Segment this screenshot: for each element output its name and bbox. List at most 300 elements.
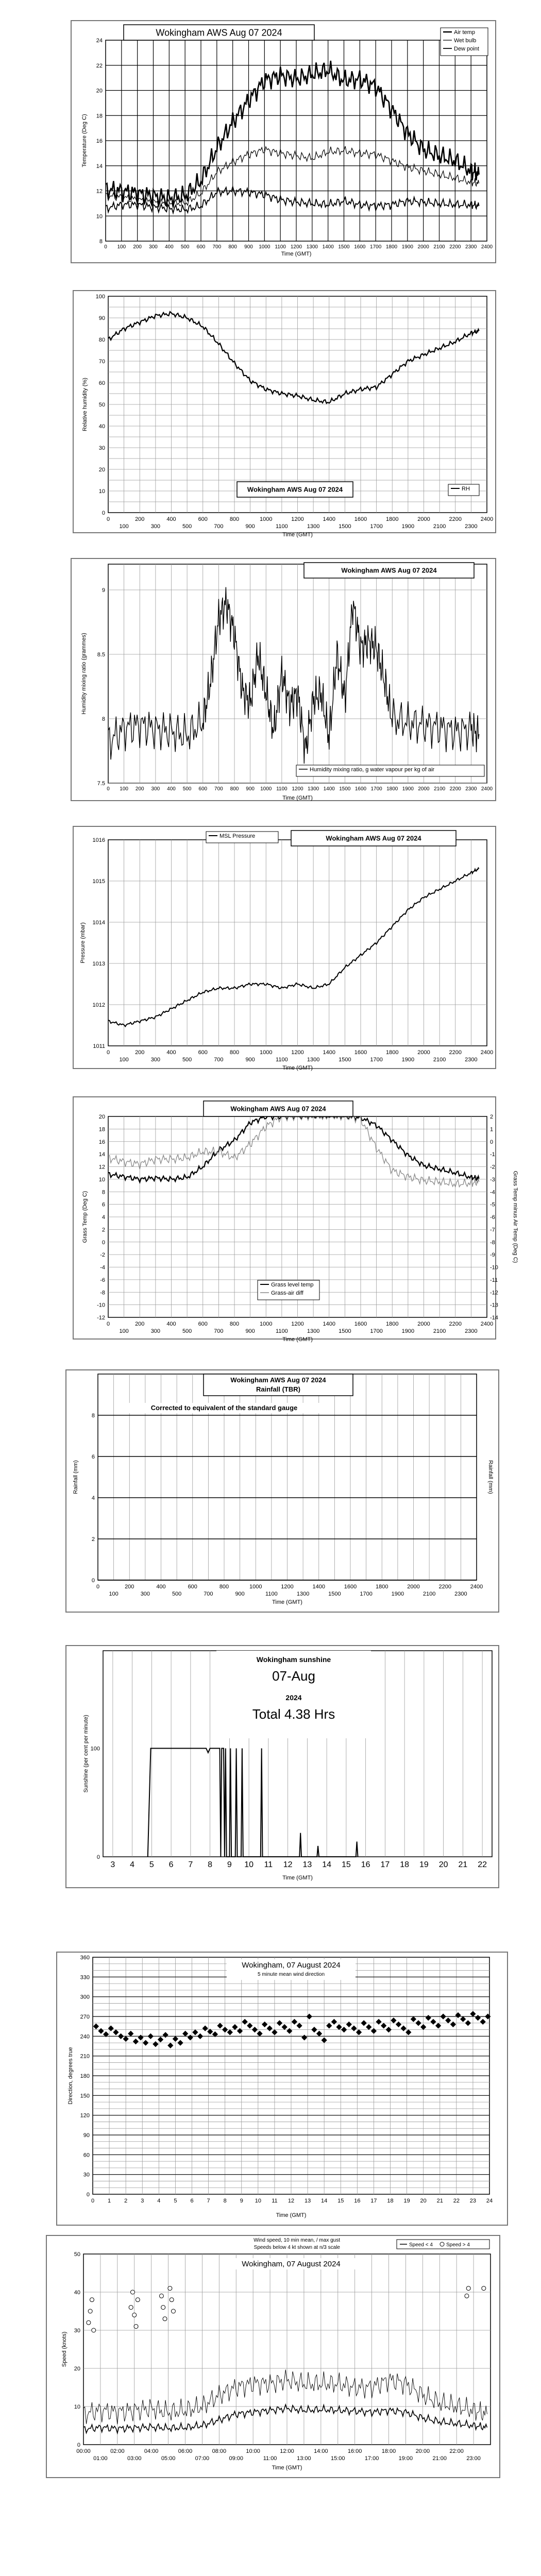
x-tick-label: 2100 bbox=[433, 244, 445, 250]
y-tick-label: 1016 bbox=[92, 837, 105, 843]
sunshine-panel bbox=[0, 1643, 541, 1901]
x-tick-label: 6 bbox=[168, 1860, 174, 1869]
x-tick-label: 1200 bbox=[291, 1049, 304, 1056]
x-tick-label: 2400 bbox=[480, 1049, 494, 1056]
legend-label: Air temp bbox=[454, 29, 475, 36]
y-tick-label-right: -5 bbox=[490, 1201, 495, 1208]
x-tick-label: 13 bbox=[304, 2198, 311, 2204]
y-tick-label: -2 bbox=[100, 1252, 105, 1259]
x-axis-label: Time (GMT) bbox=[282, 1065, 313, 1071]
y-tick-label: 0 bbox=[91, 1578, 95, 1584]
y-tick-label: 9 bbox=[102, 587, 105, 594]
x-tick-label: 1800 bbox=[386, 516, 399, 522]
x-tick-label: 1200 bbox=[291, 516, 304, 522]
x-tick-label: 1000 bbox=[260, 786, 272, 792]
x-tick-label: 800 bbox=[230, 786, 239, 792]
y-tick-label: 0 bbox=[96, 1854, 100, 1860]
x-tick-label-minor: 1900 bbox=[401, 1057, 415, 1063]
y-tick-label: 90 bbox=[83, 2132, 90, 2139]
x-axis-label: Time (GMT) bbox=[282, 532, 313, 538]
x-axis-label: Time (GMT) bbox=[272, 1599, 302, 1605]
grass-temp-panel bbox=[0, 1095, 541, 1352]
x-tick-label-minor: 700 bbox=[214, 523, 224, 530]
x-tick-label-minor: 1900 bbox=[391, 1591, 404, 1597]
x-tick-label: 2000 bbox=[417, 244, 429, 250]
y-tick-label: 22 bbox=[96, 62, 103, 69]
chart-note-2: Speeds below 4 kt shown at n/3 scale bbox=[253, 2245, 340, 2250]
x-tick-label: 2100 bbox=[434, 786, 446, 792]
x-tick-label-minor: 1300 bbox=[307, 1057, 320, 1063]
chart-title: Wokingham AWS Aug 07 2024 bbox=[326, 834, 421, 842]
y-tick-label-right: -6 bbox=[490, 1214, 495, 1221]
x-tick-label: 12:00 bbox=[280, 2448, 294, 2454]
y-tick-label: 30 bbox=[83, 2172, 90, 2178]
y-tick-label-right: -10 bbox=[490, 1264, 498, 1271]
x-tick-label: 400 bbox=[166, 1321, 176, 1327]
x-tick-label: 2 bbox=[124, 2198, 128, 2204]
x-tick-label: 0 bbox=[96, 1584, 100, 1590]
x-tick-label-minor: 2300 bbox=[454, 1591, 467, 1597]
legend-label: Dew point bbox=[454, 46, 479, 52]
chart-title: Wokingham, 07 August 2024 bbox=[242, 1961, 341, 1970]
y-tick-label: 14 bbox=[98, 1151, 105, 1158]
x-tick-label: 600 bbox=[198, 1049, 208, 1056]
x-tick-label: 1600 bbox=[354, 244, 366, 250]
chart-title: Wokingham AWS Aug 07 2024 bbox=[230, 1105, 326, 1113]
y-tick-label: 180 bbox=[80, 2073, 90, 2079]
y-tick-label: 8 bbox=[99, 239, 103, 245]
y-tick-label-right: -4 bbox=[490, 1189, 495, 1196]
x-tick-label: 1200 bbox=[291, 1321, 304, 1327]
x-tick-label: 300 bbox=[149, 244, 158, 250]
x-tick-label: 13 bbox=[302, 1860, 312, 1869]
pressure-panel bbox=[0, 824, 541, 1082]
x-tick-label: 04:00 bbox=[144, 2448, 159, 2454]
x-tick-label: 0 bbox=[106, 516, 110, 522]
gust-point bbox=[129, 2306, 133, 2310]
x-tick-label: 3 bbox=[110, 1860, 115, 1869]
x-tick-label-minor: 700 bbox=[214, 1328, 224, 1334]
x-tick-label: 1700 bbox=[370, 786, 382, 792]
x-tick-label: 21 bbox=[436, 2198, 443, 2204]
gust-point bbox=[88, 2309, 92, 2313]
y-tick-label: 10 bbox=[98, 1176, 105, 1183]
x-tick-label-minor: 07:00 bbox=[195, 2455, 210, 2462]
x-tick-label: 1600 bbox=[354, 1321, 367, 1327]
sunshine-chart bbox=[0, 1643, 541, 1901]
y-tick-label: 8 bbox=[91, 1413, 95, 1419]
x-tick-label: 1000 bbox=[260, 516, 273, 522]
y-axis-label: Sunshine (per cent per minute) bbox=[83, 1715, 89, 1793]
x-tick-label: 2000 bbox=[417, 1321, 430, 1327]
y-tick-label: 1011 bbox=[93, 1043, 105, 1049]
x-tick-label: 14:00 bbox=[314, 2448, 328, 2454]
x-tick-label-minor: 500 bbox=[182, 1328, 192, 1334]
rainfall-chart bbox=[0, 1368, 541, 1625]
x-tick-label: 2000 bbox=[417, 516, 430, 522]
x-axis-label: Time (GMT) bbox=[282, 1336, 313, 1343]
x-tick-label-minor: 900 bbox=[245, 1057, 255, 1063]
x-tick-label: 18 bbox=[400, 1860, 410, 1869]
x-tick-label: 700 bbox=[212, 244, 222, 250]
x-tick-label: 2000 bbox=[407, 1584, 420, 1590]
x-tick-label: 8 bbox=[208, 1860, 213, 1869]
x-tick-label: 7 bbox=[207, 2198, 210, 2204]
x-tick-label: 22 bbox=[453, 2198, 460, 2204]
x-tick-label: 600 bbox=[196, 244, 206, 250]
x-tick-label-minor: 1700 bbox=[370, 1057, 383, 1063]
x-tick-label: 1200 bbox=[281, 1584, 294, 1590]
y-tick-label: 40 bbox=[98, 423, 105, 430]
y-tick-label: 60 bbox=[83, 2152, 90, 2159]
y-tick-label: 30 bbox=[98, 445, 105, 451]
x-tick-label-minor: 2300 bbox=[465, 523, 478, 530]
x-tick-label-minor: 700 bbox=[204, 1591, 213, 1597]
x-tick-label: 19 bbox=[403, 2198, 410, 2204]
x-tick-label: 800 bbox=[229, 1049, 240, 1056]
x-tick-label-minor: 700 bbox=[214, 1057, 224, 1063]
x-tick-label-minor: 1100 bbox=[265, 1591, 278, 1597]
x-tick-label: 16:00 bbox=[347, 2448, 362, 2454]
y-tick-label: 270 bbox=[80, 2014, 90, 2020]
gust-point bbox=[159, 2294, 163, 2298]
x-tick-label: 900 bbox=[244, 244, 253, 250]
x-tick-label-minor: 900 bbox=[245, 523, 255, 530]
y-tick-label: 12 bbox=[98, 1164, 105, 1171]
x-tick-label: 3 bbox=[141, 2198, 144, 2204]
x-tick-label-minor: 2100 bbox=[422, 1591, 436, 1597]
x-tick-label: 11 bbox=[272, 2198, 278, 2204]
x-tick-label: 0 bbox=[106, 1049, 110, 1056]
y-tick-label: 100 bbox=[95, 294, 105, 300]
mixing-ratio-chart bbox=[0, 556, 541, 814]
x-tick-label: 16 bbox=[361, 1860, 370, 1869]
x-tick-label: 1000 bbox=[259, 244, 270, 250]
y-tick-label: 12 bbox=[96, 188, 103, 195]
wind-direction-chart bbox=[0, 1950, 541, 2239]
y-tick-label: 8.5 bbox=[97, 652, 105, 658]
x-tick-label-minor: 500 bbox=[182, 523, 192, 530]
x-tick-label: 1200 bbox=[292, 786, 303, 792]
y-tick-label: 330 bbox=[80, 1974, 90, 1981]
chart-annotation: Corrected to equivalent of the standard gauge bbox=[150, 1404, 298, 1412]
x-tick-label: 2200 bbox=[449, 786, 461, 792]
y-tick-label: 7.5 bbox=[97, 781, 105, 787]
x-tick-label: 8 bbox=[223, 2198, 227, 2204]
x-tick-label: 200 bbox=[133, 244, 142, 250]
x-tick-label-minor: 1700 bbox=[370, 1328, 383, 1334]
x-tick-label: 5 bbox=[174, 2198, 177, 2204]
x-tick-label: 4 bbox=[157, 2198, 161, 2204]
x-tick-label: 5 bbox=[149, 1860, 154, 1869]
x-tick-label-minor: 1300 bbox=[307, 523, 320, 530]
y-tick-label: 0 bbox=[102, 1239, 105, 1246]
gust-point bbox=[170, 2298, 174, 2302]
y-tick-label: -8 bbox=[100, 1290, 105, 1296]
gust-point bbox=[92, 2328, 96, 2332]
x-tick-label: 1800 bbox=[386, 786, 398, 792]
x-tick-label-minor: 03:00 bbox=[127, 2455, 142, 2462]
x-tick-label-minor: 900 bbox=[235, 1591, 245, 1597]
x-tick-label: 14 bbox=[321, 2198, 328, 2204]
chart-subtitle: Rainfall (TBR) bbox=[256, 1385, 300, 1393]
chart-note-1: Wind speed, 10 min mean, / max gust bbox=[253, 2238, 340, 2243]
x-tick-label: 1600 bbox=[344, 1584, 357, 1590]
x-tick-label: 2300 bbox=[465, 786, 477, 792]
x-tick-label: 23 bbox=[469, 2198, 477, 2204]
x-tick-label: 16 bbox=[354, 2198, 361, 2204]
x-tick-label: 400 bbox=[166, 516, 176, 522]
chart-subtitle: 5 minute mean wind direction bbox=[257, 1972, 325, 1977]
x-tick-label: 500 bbox=[182, 786, 192, 792]
x-tick-label: 2400 bbox=[480, 516, 494, 522]
y-tick-label: 1013 bbox=[92, 961, 105, 967]
x-tick-label: 1600 bbox=[354, 516, 367, 522]
x-tick-label: 500 bbox=[180, 244, 190, 250]
legend-label: RH bbox=[462, 486, 470, 492]
y-tick-label: 6 bbox=[102, 1201, 105, 1208]
x-axis-label: Time (GMT) bbox=[282, 795, 313, 801]
x-tick-label: 22:00 bbox=[449, 2448, 464, 2454]
y-tick-label: 10 bbox=[96, 213, 103, 220]
x-tick-label: 600 bbox=[188, 1584, 197, 1590]
chart-title: Wokingham sunshine bbox=[256, 1655, 331, 1664]
x-tick-label: 1900 bbox=[401, 244, 413, 250]
y-tick-label: 20 bbox=[74, 2366, 80, 2372]
x-tick-label-minor: 100 bbox=[109, 1591, 119, 1597]
wind-speed-chart bbox=[0, 2233, 541, 2491]
x-tick-label-minor: 500 bbox=[182, 1057, 192, 1063]
x-tick-label: 2000 bbox=[418, 786, 430, 792]
x-tick-label: 200 bbox=[125, 1584, 134, 1590]
x-tick-label: 14 bbox=[322, 1860, 332, 1869]
x-tick-label: 1300 bbox=[308, 786, 319, 792]
temperature-panel bbox=[0, 19, 541, 276]
x-tick-label: 600 bbox=[198, 1321, 208, 1327]
x-tick-label: 1800 bbox=[386, 1321, 399, 1327]
x-tick-label: 2200 bbox=[449, 516, 462, 522]
x-tick-label: 1400 bbox=[312, 1584, 325, 1590]
x-tick-label: 600 bbox=[198, 786, 208, 792]
x-tick-label: 10:00 bbox=[246, 2448, 260, 2454]
x-tick-label-minor: 15:00 bbox=[330, 2455, 345, 2462]
legend-label: Speed < 4 bbox=[409, 2242, 433, 2248]
x-tick-label: 1300 bbox=[306, 244, 318, 250]
y-tick-label: 2 bbox=[102, 1227, 105, 1233]
x-tick-label-minor: 11:00 bbox=[263, 2455, 277, 2462]
y-tick-label: 24 bbox=[96, 38, 103, 44]
y-tick-label: -6 bbox=[100, 1277, 105, 1283]
x-tick-label-minor: 05:00 bbox=[161, 2455, 176, 2462]
temperature-chart bbox=[0, 19, 541, 276]
gust-point bbox=[465, 2294, 469, 2298]
x-tick-label-minor: 1700 bbox=[360, 1591, 373, 1597]
x-tick-label: 9 bbox=[227, 1860, 232, 1869]
x-tick-label: 400 bbox=[164, 244, 174, 250]
x-tick-label-minor: 100 bbox=[119, 1328, 129, 1334]
x-tick-label-minor: 1500 bbox=[328, 1591, 341, 1597]
y-tick-label: 150 bbox=[80, 2093, 90, 2099]
x-tick-label-minor: 1100 bbox=[276, 1057, 288, 1063]
x-tick-label: 24 bbox=[486, 2198, 493, 2204]
y-tick-label: 8 bbox=[102, 716, 105, 722]
y-tick-label: 360 bbox=[80, 1955, 90, 1961]
x-tick-label: 200 bbox=[135, 516, 145, 522]
x-tick-label: 200 bbox=[135, 1049, 145, 1056]
x-tick-label-minor: 1300 bbox=[296, 1591, 310, 1597]
chart-date: 07-Aug bbox=[272, 1668, 315, 1684]
x-tick-label-minor: 1300 bbox=[307, 1328, 320, 1334]
x-tick-label: 2400 bbox=[470, 1584, 483, 1590]
x-tick-label: 15 bbox=[341, 1860, 351, 1869]
legend-swatch bbox=[440, 2242, 444, 2246]
x-axis-label: Time (GMT) bbox=[281, 251, 312, 257]
x-tick-label: 2200 bbox=[449, 1049, 462, 1056]
x-tick-label: 10 bbox=[255, 2198, 261, 2204]
legend-label: Grass-air diff bbox=[271, 1290, 303, 1296]
y-tick-label: 40 bbox=[74, 2290, 80, 2296]
y-tick-label: 1014 bbox=[92, 920, 105, 926]
x-tick-label: 06:00 bbox=[178, 2448, 193, 2454]
x-tick-label-minor: 300 bbox=[150, 1328, 161, 1334]
x-tick-label-minor: 17:00 bbox=[364, 2455, 379, 2462]
y-axis-label-right: Rainfall (mm) bbox=[487, 1460, 494, 1494]
chart-title: Wokingham AWS Aug 07 2024 bbox=[247, 485, 343, 494]
x-tick-label: 400 bbox=[156, 1584, 166, 1590]
y-axis-label: Direction, degrees true bbox=[67, 2047, 74, 2105]
x-tick-label: 800 bbox=[229, 516, 240, 522]
legend-label: MSL Pressure bbox=[219, 833, 256, 839]
x-tick-label: 2400 bbox=[480, 1321, 494, 1327]
x-tick-label: 18 bbox=[387, 2198, 394, 2204]
x-tick-label-minor: 100 bbox=[119, 523, 129, 530]
chart-title: Wokingham, 07 August 2024 bbox=[242, 2260, 341, 2268]
x-tick-label: 2300 bbox=[465, 244, 477, 250]
x-tick-label: 1600 bbox=[354, 1049, 367, 1056]
x-tick-label-minor: 1100 bbox=[276, 1328, 288, 1334]
x-tick-label-minor: 300 bbox=[150, 523, 161, 530]
x-tick-label: 200 bbox=[135, 786, 144, 792]
y-tick-label: 16 bbox=[96, 138, 103, 144]
y-tick-label: 240 bbox=[80, 2033, 90, 2040]
gust-point bbox=[134, 2325, 138, 2329]
x-axis-label: Time (GMT) bbox=[272, 2465, 302, 2471]
y-tick-label-right: -12 bbox=[490, 1290, 498, 1296]
humidity-chart bbox=[0, 289, 541, 546]
wind-direction-panel bbox=[0, 1950, 541, 2239]
y-tick-label: 30 bbox=[74, 2328, 80, 2334]
x-tick-label-minor: 100 bbox=[119, 1057, 129, 1063]
y-tick-label-right: -7 bbox=[490, 1227, 495, 1233]
y-tick-label: 0 bbox=[77, 2442, 80, 2448]
x-tick-label-minor: 09:00 bbox=[229, 2455, 244, 2462]
chart-title: Wokingham AWS Aug 07 2024 bbox=[341, 566, 437, 574]
x-tick-label: 22 bbox=[478, 1860, 487, 1869]
gust-point bbox=[132, 2313, 137, 2317]
chart-title: Wokingham AWS Aug 07 2024 bbox=[230, 1376, 326, 1384]
legend-label: Wet bulb bbox=[454, 38, 477, 44]
x-tick-label: 900 bbox=[246, 786, 255, 792]
x-tick-label: 600 bbox=[198, 516, 208, 522]
y-tick-label: -10 bbox=[97, 1302, 105, 1309]
x-tick-label: 1900 bbox=[402, 786, 414, 792]
x-tick-label: 1800 bbox=[385, 244, 398, 250]
x-tick-label: 20:00 bbox=[415, 2448, 430, 2454]
x-tick-label-minor: 2300 bbox=[465, 1328, 478, 1334]
gust-point bbox=[87, 2320, 91, 2325]
x-tick-label: 0 bbox=[106, 1321, 110, 1327]
y-tick-label: 1015 bbox=[92, 878, 105, 885]
x-tick-label-minor: 900 bbox=[245, 1328, 255, 1334]
x-tick-label: 1500 bbox=[339, 786, 351, 792]
y-tick-label: 10 bbox=[98, 488, 105, 495]
x-tick-label-minor: 23:00 bbox=[466, 2455, 481, 2462]
x-tick-label-minor: 19:00 bbox=[398, 2455, 413, 2462]
x-tick-label: 700 bbox=[214, 786, 223, 792]
x-tick-label: 1800 bbox=[376, 1584, 388, 1590]
x-tick-label: 17 bbox=[380, 1860, 390, 1869]
x-tick-label-minor: 2100 bbox=[433, 1057, 446, 1063]
x-tick-label: 7 bbox=[188, 1860, 193, 1869]
x-tick-label: 800 bbox=[228, 244, 238, 250]
x-tick-label: 1400 bbox=[323, 1321, 335, 1327]
x-tick-label-minor: 21:00 bbox=[432, 2455, 447, 2462]
x-tick-label: 100 bbox=[117, 244, 126, 250]
y-tick-label: -12 bbox=[97, 1315, 105, 1321]
y-axis-label: Temperature (Deg C) bbox=[81, 114, 88, 167]
legend-label: Humidity mixing ratio, g water vapour per kg of air bbox=[310, 767, 435, 773]
chart-year: 2024 bbox=[285, 1693, 302, 1702]
gust-point bbox=[136, 2298, 140, 2302]
x-tick-label: 200 bbox=[135, 1321, 145, 1327]
y-tick-label: 60 bbox=[98, 380, 105, 386]
x-tick-label: 17 bbox=[370, 2198, 377, 2204]
x-tick-label: 0 bbox=[91, 2198, 95, 2204]
x-tick-label-minor: 2300 bbox=[465, 1057, 478, 1063]
y-tick-label-right: 0 bbox=[490, 1139, 494, 1145]
y-tick-label-right: 1 bbox=[490, 1126, 494, 1133]
y-tick-label: 120 bbox=[80, 2112, 90, 2119]
y-tick-label-right: -11 bbox=[490, 1277, 498, 1283]
x-tick-label: 2200 bbox=[449, 244, 461, 250]
gust-point bbox=[168, 2286, 172, 2291]
x-axis-label: Time (GMT) bbox=[282, 1875, 313, 1881]
y-axis-label: Speed (knots) bbox=[61, 2331, 67, 2367]
x-tick-label: 19 bbox=[419, 1860, 429, 1869]
y-tick-label-right: -1 bbox=[490, 1151, 495, 1158]
y-tick-label-right: 2 bbox=[490, 1114, 494, 1120]
x-tick-label: 11 bbox=[264, 1860, 273, 1869]
x-tick-label: 1000 bbox=[260, 1321, 273, 1327]
y-tick-label: 2 bbox=[91, 1536, 95, 1543]
y-tick-label: 4 bbox=[91, 1495, 95, 1501]
x-tick-label: 0 bbox=[107, 786, 110, 792]
x-tick-label: 2200 bbox=[438, 1584, 451, 1590]
x-tick-label: 9 bbox=[240, 2198, 243, 2204]
chart-total: Total 4.38 Hrs bbox=[252, 1706, 335, 1722]
x-tick-label: 1000 bbox=[249, 1584, 262, 1590]
y-tick-label: 210 bbox=[80, 2053, 90, 2060]
rainfall-panel bbox=[0, 1368, 541, 1625]
x-tick-label: 12 bbox=[288, 2198, 295, 2204]
gust-point bbox=[130, 2290, 134, 2294]
y-tick-label: 10 bbox=[74, 2404, 80, 2410]
y-tick-label: 6 bbox=[91, 1454, 95, 1460]
x-tick-label-minor: 2100 bbox=[433, 1328, 446, 1334]
x-tick-label: 1400 bbox=[323, 1049, 335, 1056]
x-tick-label: 300 bbox=[151, 786, 160, 792]
x-tick-label: 2000 bbox=[417, 1049, 430, 1056]
